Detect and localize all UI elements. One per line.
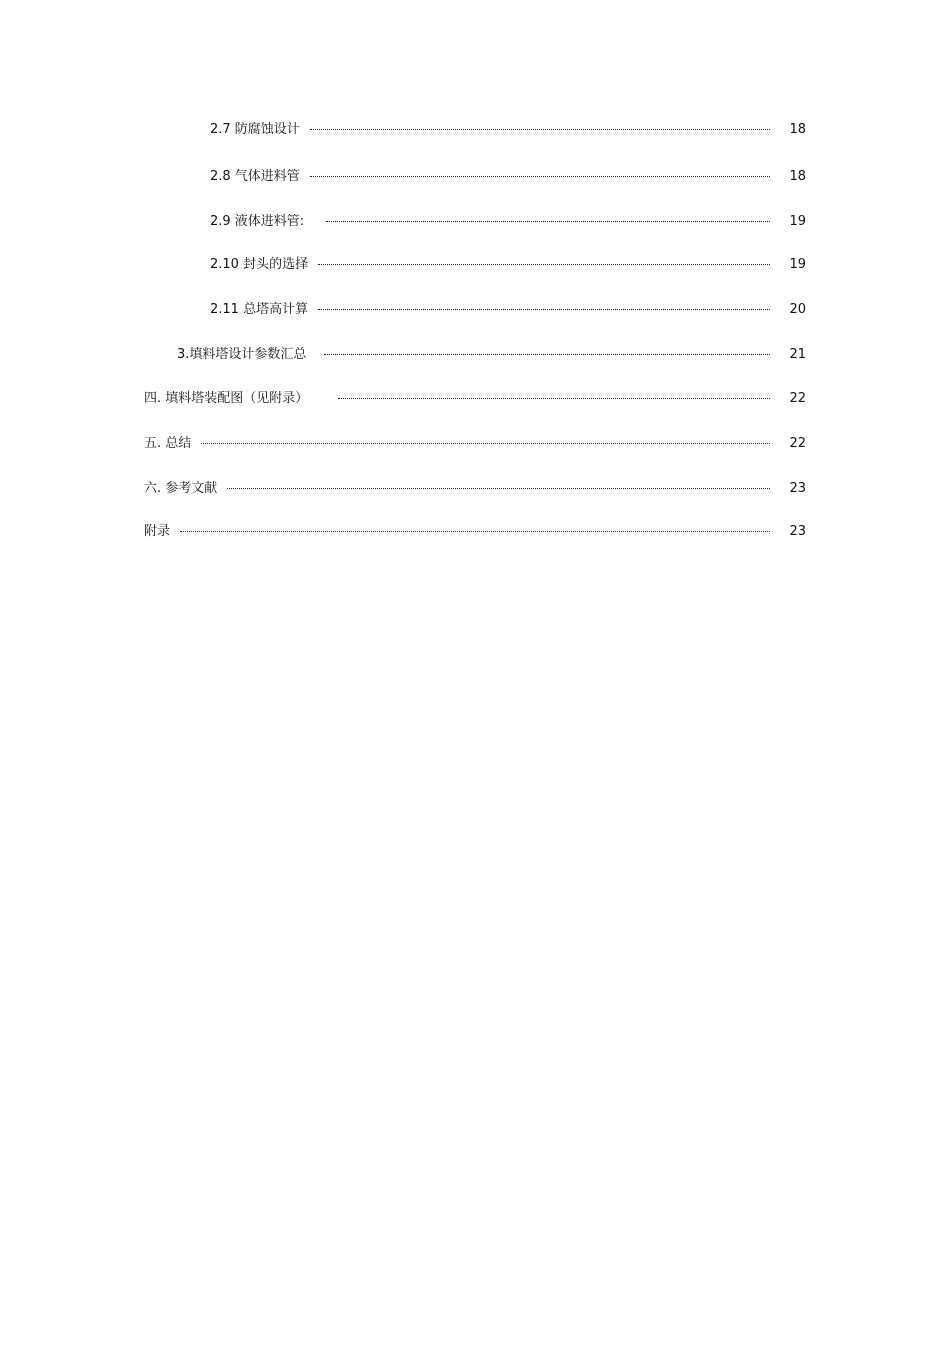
toc-entry-page-number: 22 (789, 391, 806, 406)
dot-leader (326, 221, 770, 222)
toc-entry-page-number: 22 (789, 436, 806, 451)
toc-entry-label: 2.10 封头的选择 (210, 257, 309, 272)
dot-leader (310, 129, 770, 130)
dot-leader (201, 443, 770, 444)
dot-leader (318, 309, 770, 310)
toc-entry-label: 2.8 气体进料管 (210, 169, 300, 184)
toc-entry-chapter-5[interactable] (144, 434, 806, 454)
dot-leader (338, 398, 770, 399)
toc-entry-label: 五. 总结 (144, 436, 192, 451)
dot-leader (318, 264, 770, 265)
toc-entry-page-number: 23 (789, 481, 806, 496)
toc-entry-chapter-6[interactable] (144, 479, 806, 499)
toc-entry-label: 四. 填料塔装配图（见附录） (144, 391, 309, 406)
toc-entry-page-number: 18 (789, 122, 806, 137)
dot-leader (310, 176, 770, 177)
toc-entry-3[interactable] (177, 345, 806, 365)
toc-entry-2-7[interactable] (210, 120, 806, 140)
toc-entry-chapter-4[interactable] (144, 389, 806, 409)
toc-entry-label: 3.填料塔设计参数汇总 (177, 347, 307, 362)
toc-entry-2-9[interactable] (210, 212, 806, 232)
toc-entry-page-number: 21 (789, 347, 806, 362)
toc-entry-label: 2.11 总塔高计算 (210, 302, 309, 317)
dot-leader (324, 354, 770, 355)
toc-entry-appendix[interactable] (144, 522, 806, 542)
toc-entry-label: 附录 (144, 524, 171, 539)
toc-entry-2-10[interactable] (210, 255, 806, 275)
toc-entry-page-number: 18 (789, 169, 806, 184)
toc-entry-label: 2.7 防腐蚀设计 (210, 122, 300, 137)
toc-entry-label: 2.9 液体进料管: (210, 214, 305, 229)
toc-entry-page-number: 23 (789, 524, 806, 539)
toc-entry-page-number: 19 (789, 214, 806, 229)
toc-entry-label: 六. 参考文献 (144, 481, 218, 496)
toc-entry-page-number: 20 (789, 302, 806, 317)
toc-entry-page-number: 19 (789, 257, 806, 272)
toc-entry-2-8[interactable] (210, 167, 806, 187)
toc-entry-2-11[interactable] (210, 300, 806, 320)
dot-leader (180, 531, 770, 532)
dot-leader (227, 488, 770, 489)
